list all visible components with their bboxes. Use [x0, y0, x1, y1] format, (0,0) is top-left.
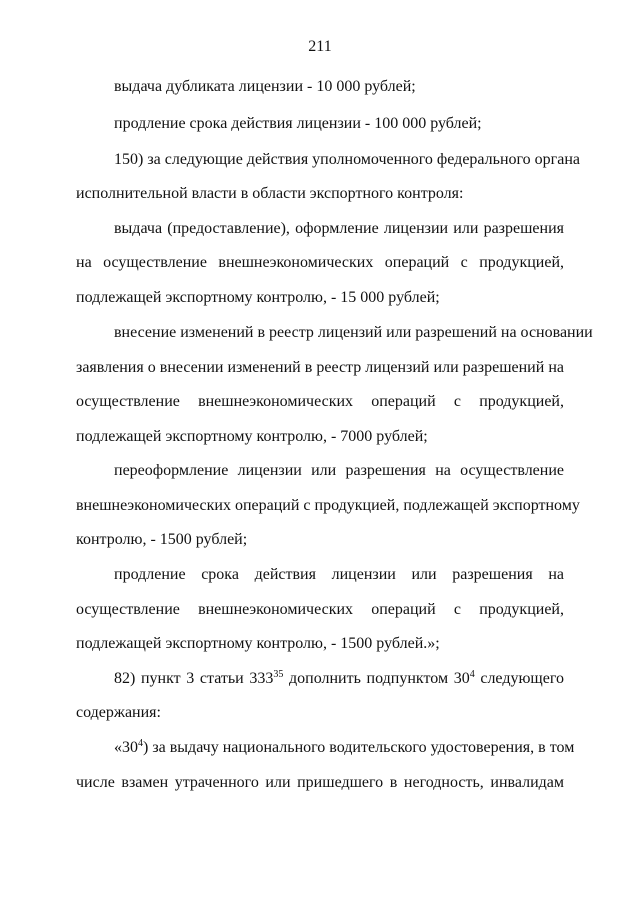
text-line: 150) за следующие действия уполномоченного федерального органа — [114, 151, 580, 168]
text-line: продление срока действия лицензии - 100 000 рублей; — [114, 115, 482, 132]
text-line: подлежащей экспортному контролю, - 7000 рублей; — [76, 428, 428, 445]
text-line: выдача дубликата лицензии - 10 000 рублей; — [114, 78, 416, 95]
text-line: на осуществление внешнеэкономических операций с продукцией, — [76, 254, 564, 271]
text-line: переоформление лицензии или разрешения на осуществление — [114, 462, 564, 479]
text-line: выдача (предоставление), оформление лицензии или разрешения — [114, 220, 564, 237]
text-line: подлежащей экспортному контролю, - 1500 рублей.»; — [76, 635, 440, 652]
page-number: 211 — [308, 38, 332, 55]
text-line: продление срока действия лицензии или разрешения на — [114, 566, 564, 583]
text-line: числе взамен утраченного или пришедшего в негодность, инвалидам — [76, 774, 564, 791]
text-line: заявления о внесении изменений в реестр лицензий или разрешений на — [76, 359, 564, 376]
text-line: исполнительной власти в области экспортного контроля: — [76, 185, 464, 202]
text-line: осуществление внешнеэкономических операций с продукцией, — [76, 601, 564, 618]
text-line: подлежащей экспортному контролю, - 15 000 рублей; — [76, 289, 440, 306]
text-line: внесение изменений в реестр лицензий или разрешений на основании — [114, 324, 593, 341]
text-line: 82) пункт 3 статьи $333^{35}$ дополнить подпунктом $30^4$ следующего — [114, 669, 564, 687]
text-line: «$30^4$) за выдачу национального водительского удостоверения, в том — [114, 738, 575, 756]
text-line: осуществление внешнеэкономических операций с продукцией, — [76, 393, 564, 410]
text-line: контролю, - 1500 рублей; — [76, 531, 248, 548]
text-line: внешнеэкономических операций с продукцией, подлежащей экспортному — [76, 497, 580, 514]
text-line: содержания: — [76, 704, 161, 721]
